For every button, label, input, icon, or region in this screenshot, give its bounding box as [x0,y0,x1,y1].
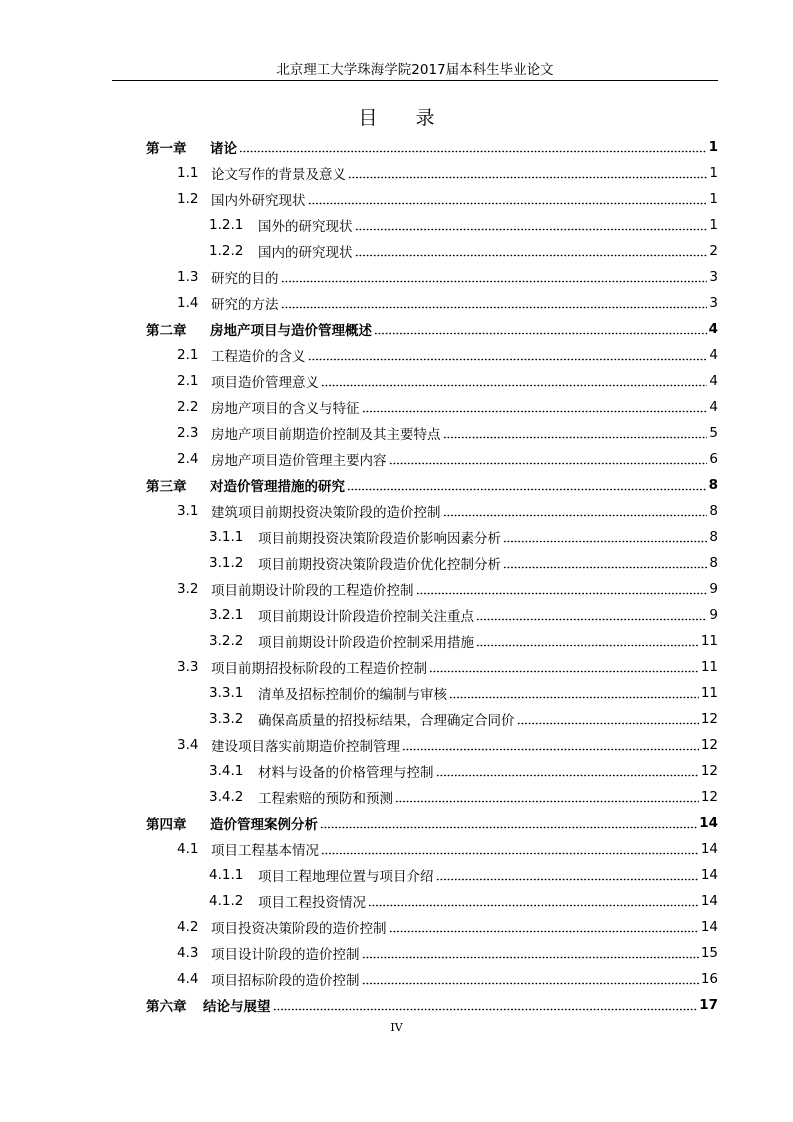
toc-entry-title: 国内的研究现状 [258,245,353,261]
toc-entry-page: 4 [709,373,718,389]
toc-entry-number: 4.3 [177,945,199,961]
toc-entry-number: 2.2 [177,399,199,415]
toc-entry-title: 项目工程基本情况 [211,843,319,859]
toc-leader-dots [374,323,707,335]
toc-entry-title: 项目招标阶段的造价控制 [211,973,360,989]
toc-entry-number: 第三章 [146,479,187,495]
toc-entry-number: 3.1.2 [209,555,244,571]
toc-entry-title: 项目前期投资决策阶段造价影响因素分析 [258,531,501,547]
toc-entry-number: 4.2 [177,919,199,935]
toc-leader-dots [273,999,698,1011]
toc-entry-page: 11 [700,633,718,649]
toc-entry-page: 12 [700,711,718,727]
toc-entry[interactable] [209,552,718,574]
toc-entry-page: 9 [709,607,718,623]
toc-entry-page: 4 [708,321,718,337]
toc-entry-number: 1.3 [177,269,199,285]
toc-entry-title: 项目工程投资情况 [258,895,366,911]
toc-leader-dots [308,193,708,205]
toc-entry-title: 对造价管理措施的研究 [210,479,345,495]
toc-leader-dots [368,895,699,907]
toc-entry[interactable] [177,500,718,522]
toc-entry[interactable] [209,526,718,548]
toc-entry[interactable] [146,812,718,834]
toc-entry[interactable] [209,864,718,886]
page-number: IV [390,1021,403,1034]
toc-entry[interactable] [209,630,718,652]
toc-leader-dots [517,713,699,725]
toc-entry-title: 工程造价的含义 [211,349,306,365]
toc-entry-page: 8 [709,555,718,571]
toc-entry[interactable] [177,266,718,288]
toc-leader-dots [443,505,708,517]
toc-entry[interactable] [209,682,718,704]
toc-entry[interactable] [146,318,718,340]
toc-entry-number: 第六章 [146,999,187,1015]
toc-leader-dots [321,843,699,855]
toc-entry-title: 项目设计阶段的造价控制 [211,947,360,963]
toc-leader-dots [436,765,699,777]
toc-leader-dots [443,427,708,439]
toc-entry[interactable] [209,214,718,236]
toc-entry-page: 2 [709,243,718,259]
toc-entry-title: 诸论 [210,141,237,157]
toc-leader-dots [281,271,708,283]
toc-entry-page: 4 [709,399,718,415]
toc-entry-page: 1 [709,165,718,181]
toc-entry-number: 2.1 [177,347,199,363]
toc-entry-number: 3.2.2 [209,633,244,649]
toc-title: 目 录 [358,107,451,129]
toc-entry-title: 房地产项目造价管理主要内容 [211,453,387,469]
toc-entry-title: 结论与展望 [203,999,271,1015]
toc-leader-dots [362,401,708,413]
toc-leader-dots [308,349,708,361]
toc-entry[interactable] [146,474,718,496]
toc-leader-dots [395,791,699,803]
toc-entry[interactable] [177,448,718,470]
toc-entry-number: 1.4 [177,295,199,311]
toc-entry-number: 1.2.1 [209,217,244,233]
toc-leader-dots [402,739,699,751]
toc-entry-title: 项目前期设计阶段的工程造价控制 [211,583,414,599]
toc-entry-title: 项目工程地理位置与项目介绍 [258,869,434,885]
toc-entry-number: 4.1 [177,841,199,857]
toc-entry-page: 11 [700,659,718,675]
toc-leader-dots [347,479,707,491]
toc-entry[interactable] [177,968,718,990]
toc-entry-title: 造价管理案例分析 [210,817,318,833]
toc-entry[interactable] [177,344,718,366]
toc-entry-number: 第二章 [146,323,187,339]
toc-entry[interactable] [177,838,718,860]
toc-entry-title: 项目前期设计阶段造价控制关注重点 [258,609,474,625]
toc-leader-dots [436,869,699,881]
toc-entry[interactable] [209,240,718,262]
toc-entry-title: 建筑项目前期投资决策阶段的造价控制 [211,505,441,521]
toc-leader-dots [355,219,708,231]
toc-entry-number: 3.4 [177,737,199,753]
toc-entry[interactable] [209,786,718,808]
toc-leader-dots [389,453,708,465]
toc-entry-number: 第一章 [146,141,187,157]
toc-entry-title: 房地产项目的含义与特征 [211,401,360,417]
toc-entry-number: 4.4 [177,971,199,987]
toc-entry-page: 15 [700,945,718,961]
toc-entry-page: 14 [700,893,718,909]
toc-entry-title: 论文写作的背景及意义 [211,167,346,183]
toc-entry-title: 房地产项目与造价管理概述 [210,323,372,339]
toc-entry[interactable] [209,604,718,626]
toc-entry[interactable] [177,656,718,678]
page-header: 北京理工大学珠海学院2017届本科生毕业论文 [276,62,554,78]
toc-entry-number: 3.2.1 [209,607,244,623]
toc-entry-page: 14 [699,815,718,831]
toc-entry-page: 11 [700,685,718,701]
toc-entry[interactable] [177,734,718,756]
toc-entry[interactable] [146,136,718,158]
toc-entry-page: 17 [699,997,718,1013]
toc-entry[interactable] [209,760,718,782]
toc-entry-number: 3.1.1 [209,529,244,545]
toc-entry-number: 3.2 [177,581,199,597]
toc-leader-dots [429,661,699,673]
toc-entry[interactable] [177,162,718,184]
toc-entry-page: 8 [708,477,718,493]
toc-leader-dots [362,947,699,959]
toc-entry[interactable] [177,422,718,444]
toc-entry-number: 1.2 [177,191,199,207]
toc-entry-page: 12 [700,763,718,779]
toc-leader-dots [348,167,707,179]
toc-leader-dots [503,531,707,543]
toc-entry-number: 3.3.2 [209,711,244,727]
toc-entry-title: 项目前期招投标阶段的工程造价控制 [211,661,427,677]
toc-entry-page: 12 [700,737,718,753]
toc-entry-title: 工程索赔的预防和预测 [258,791,393,807]
toc-entry-page: 3 [709,269,718,285]
toc-entry-number: 3.4.1 [209,763,244,779]
toc-entry[interactable] [146,994,718,1016]
toc-entry-number: 3.4.2 [209,789,244,805]
toc-entry[interactable] [177,942,718,964]
toc-entry-page: 12 [700,789,718,805]
toc-leader-dots [449,687,699,699]
toc-entry-number: 4.1.1 [209,867,244,883]
toc-leader-dots [281,297,708,309]
toc-entry[interactable] [209,708,718,730]
toc-entry-page: 14 [700,841,718,857]
toc-entry-number: 1.1 [177,165,199,181]
toc-entry-page: 3 [709,295,718,311]
toc-entry-title: 确保高质量的招投标结果，合理确定合同价 [258,713,515,729]
toc-leader-dots [320,817,697,829]
toc-entry-page: 4 [709,347,718,363]
toc-entry-page: 1 [709,191,718,207]
toc-leader-dots [239,141,707,153]
toc-leader-dots [476,635,699,647]
toc-entry-title: 项目投资决策阶段的造价控制 [211,921,387,937]
toc-entry-number: 3.1 [177,503,199,519]
toc-entry-page: 14 [700,919,718,935]
toc-entry-title: 国内外研究现状 [211,193,306,209]
toc-leader-dots [362,973,699,985]
toc-entry-number: 3.3 [177,659,199,675]
toc-entry-page: 1 [708,139,718,155]
toc-entry-page: 8 [709,529,718,545]
toc-entry-title: 项目造价管理意义 [211,375,319,391]
toc-entry-title: 研究的方法 [211,297,279,313]
toc-entry-page: 9 [709,581,718,597]
toc-entry-number: 3.3.1 [209,685,244,701]
toc-entry-number: 2.3 [177,425,199,441]
toc-entry-page: 16 [700,971,718,987]
toc-entry-number: 1.2.2 [209,243,244,259]
toc-entry-title: 清单及招标控制价的编制与审核 [258,687,447,703]
toc-entry[interactable] [177,916,718,938]
toc-entry[interactable] [177,292,718,314]
toc-entry-title: 项目前期设计阶段造价控制采用措施 [258,635,474,651]
toc-entry-title: 材料与设备的价格管理与控制 [258,765,434,781]
toc-leader-dots [389,921,699,933]
toc-entry-page: 6 [709,451,718,467]
toc-entry-number: 2.4 [177,451,199,467]
toc-entry-title: 项目前期投资决策阶段造价优化控制分析 [258,557,501,573]
toc-entry-number: 4.1.2 [209,893,244,909]
toc-leader-dots [416,583,708,595]
toc-leader-dots [355,245,708,257]
toc-entry-page: 14 [700,867,718,883]
toc-entry-page: 1 [709,217,718,233]
toc-entry[interactable] [177,578,718,600]
toc-entry[interactable] [177,396,718,418]
toc-entry[interactable] [177,370,718,392]
header-rule [112,80,718,81]
toc-leader-dots [503,557,707,569]
toc-entry-title: 建设项目落实前期造价控制管理 [211,739,400,755]
toc-entry-title: 研究的目的 [211,271,279,287]
toc-leader-dots [476,609,707,621]
toc-entry-title: 房地产项目前期造价控制及其主要特点 [211,427,441,443]
toc-entry[interactable] [177,188,718,210]
toc-entry[interactable] [209,890,718,912]
toc-entry-page: 8 [709,503,718,519]
toc-entry-page: 5 [709,425,718,441]
toc-entry-number: 第四章 [146,817,187,833]
toc-entry-number: 2.1 [177,373,199,389]
toc-entry-title: 国外的研究现状 [258,219,353,235]
toc-leader-dots [321,375,707,387]
